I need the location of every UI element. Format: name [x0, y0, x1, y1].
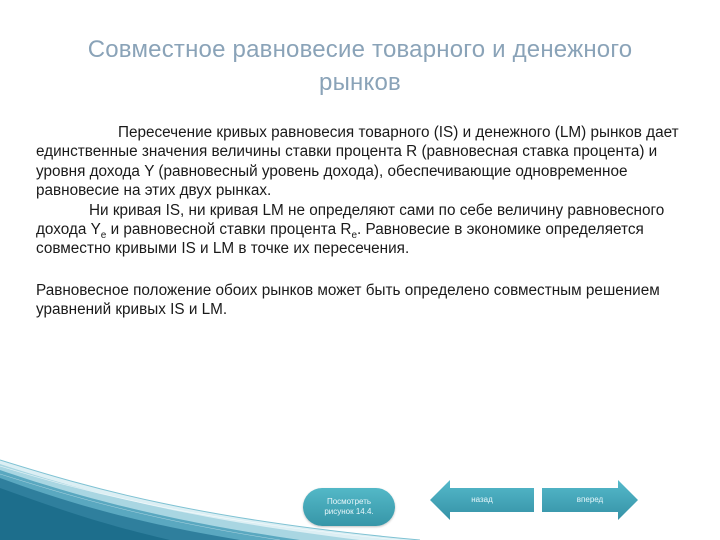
subscript-e-income: e — [100, 230, 107, 242]
view-figure-label: Посмотреть рисунок 14.4. — [324, 497, 374, 516]
paragraph-curves-text-2: и равновесной ставки процента R — [106, 221, 352, 239]
paragraph-intersection-text: Пересечение кривых равновесия товарного (IS) и денежного (LM) рынков дает единственные значения величины ставки процента R (равновесная ставка процента) и уровня дохода Y (равновесный уровень дохода), обеспечивающие одновременное равновесие на этих двух рынках. — [36, 124, 679, 200]
slide-body — [36, 123, 700, 320]
forward-label: вперед — [576, 495, 604, 504]
paragraph-solution: Равновесное положение обоих рынков может быть определено совместным решением уравнений кривых IS и LM. — [36, 281, 660, 319]
back-button[interactable] — [428, 479, 536, 521]
subscript-e-rate: e — [351, 230, 358, 242]
forward-button[interactable] — [540, 479, 640, 521]
back-label: назад — [471, 495, 493, 504]
paragraph-curves — [36, 201, 700, 259]
view-figure-button[interactable] — [303, 488, 395, 526]
paragraph-intersection — [36, 123, 700, 201]
paragraph-curves-text-3: . Равновесие в экономике определяется совместно кривыми IS и LM в точке их пересечения. — [36, 221, 644, 258]
paragraph-curves-text-1: Ни кривая IS, ни кривая LM не определяют сами по себе величину равновесного дохода Y — [36, 201, 665, 239]
slide-title: Совместное равновесие товарного и денежного рынков — [87, 36, 633, 96]
